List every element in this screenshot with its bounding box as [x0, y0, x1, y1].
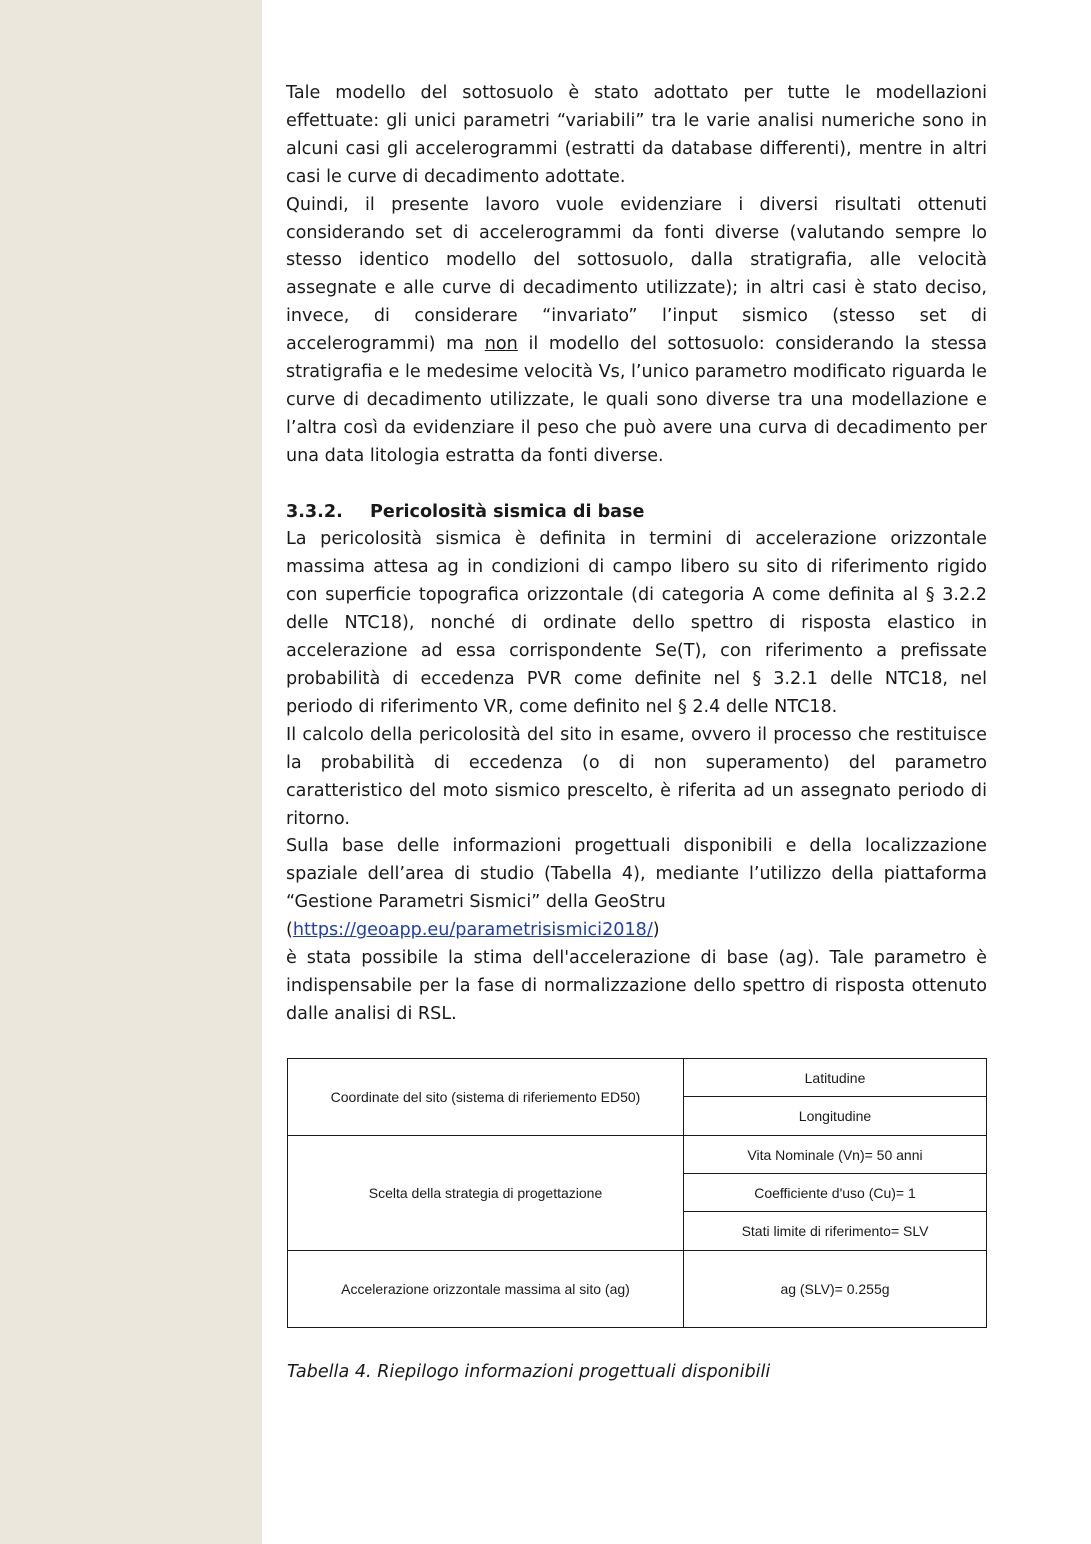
table-label-cell: Accelerazione orizzontale massima al sito (ag) — [288, 1251, 684, 1328]
paragraph: La pericolosità sismica è definita in termini di accelerazione orizzontale massima attesa ag in condizioni di campo libero su sito di riferimento rigido con superficie topografica orizzontale (di categoria A come definita al § 3.2.2 delle NTC18), nonché di ordinate dello spettro di risposta elastico in accelerazione ad essa corrispondente Se(T), con riferimento a prefissate probabilità di eccedenza PVR come definite nel § 3.2.1 delle NTC18, nel periodo di riferimento VR, come definito nel § 2.4 delle NTC18. — [286, 529, 987, 717]
table-row — [288, 1136, 987, 1174]
paren-open: ( — [286, 920, 293, 941]
table-value-cell: Vita Nominale (Vn)= 50 anni — [684, 1136, 987, 1174]
paragraph: Il calcolo della pericolosità del sito in esame, ovvero il processo che restituisce la probabilità di eccedenza (o di non superamento) del parametro caratteristico del moto sismico prescelto, è riferita ad un assegnato periodo di ritorno. — [286, 724, 987, 829]
table-label-cell: Coordinate del sito (sistema di riferiemento ED50) — [288, 1059, 684, 1136]
link-line — [286, 917, 987, 945]
paragraph-text: Quindi, il presente lavoro vuole evidenziare i diversi risultati ottenuti considerando set di accelerogrammi da fonti diverse (valutando sempre lo stesso identico modello del sottosuolo, dalla stratigrafia, alle velocità assegnate e alle curve di decadimento utilizzate); in altri casi è stato deciso, invece, di considerare “invariato” l’input sismico (stesso set di accelerogrammi) ma — [286, 194, 987, 355]
table-label-cell: Scelta della strategia di progettazione — [288, 1136, 684, 1251]
table-caption: Tabella 4. Riepilogo informazioni progettuali disponibili — [287, 1362, 771, 1382]
paragraph: Sulla base delle informazioni progettuali disponibili e della localizzazione spaziale dell’area di studio (Tabella 4), mediante l’utilizzo della piattaforma “Gestione Parametri Sismici” della GeoStru — [286, 836, 987, 913]
table-value-cell: Longitudine — [684, 1097, 987, 1136]
table-value-cell: Stati limite di riferimento= SLV — [684, 1212, 987, 1251]
paragraph-text: il modello del sottosuolo: considerando la stessa stratigrafia e le medesime velocità Vs, l’unico parametro modificato riguarda le curve di decadimento utilizzate, le quali sono diverse tra una modellazione e l’altra così da evidenziare il peso che può avere una curva di decadimento per una data litologia estratta da fonti diverse. — [286, 334, 988, 466]
table-value-cell: ag (SLV)= 0.255g — [684, 1251, 987, 1328]
document-body — [286, 80, 987, 1029]
section-heading — [286, 499, 987, 527]
table-row — [288, 1059, 987, 1097]
section-title: Pericolosità sismica di base — [370, 501, 645, 522]
table-row — [288, 1251, 987, 1328]
paren-close: ) — [652, 920, 660, 941]
project-info-table — [287, 1058, 987, 1328]
paragraph: è stata possibile la stima dell'accelerazione di base (ag). Tale parametro è indispensabile per la fase di normalizzazione dello spettro di risposta ottenuto dalle analisi di RSL. — [286, 948, 987, 1024]
table-value-cell: Coefficiente d'uso (Cu)= 1 — [684, 1174, 987, 1212]
underlined-word: non — [484, 334, 518, 355]
geoapp-link[interactable]: https://geoapp.eu/parametrisismici2018/ — [292, 920, 653, 941]
page-sidebar-band — [0, 0, 262, 1544]
table-value-cell: Latitudine — [684, 1059, 987, 1097]
section-number: 3.3.2. — [286, 501, 343, 522]
paragraph — [286, 192, 987, 471]
paragraph: Tale modello del sottosuolo è stato adottato per tutte le modellazioni effettuate: gli unici parametri “variabili” tra le varie analisi numeriche sono in alcuni casi gli accelerogrammi (estratti da database differenti), mentre in altri casi le curve di decadimento adottate. — [286, 83, 987, 187]
